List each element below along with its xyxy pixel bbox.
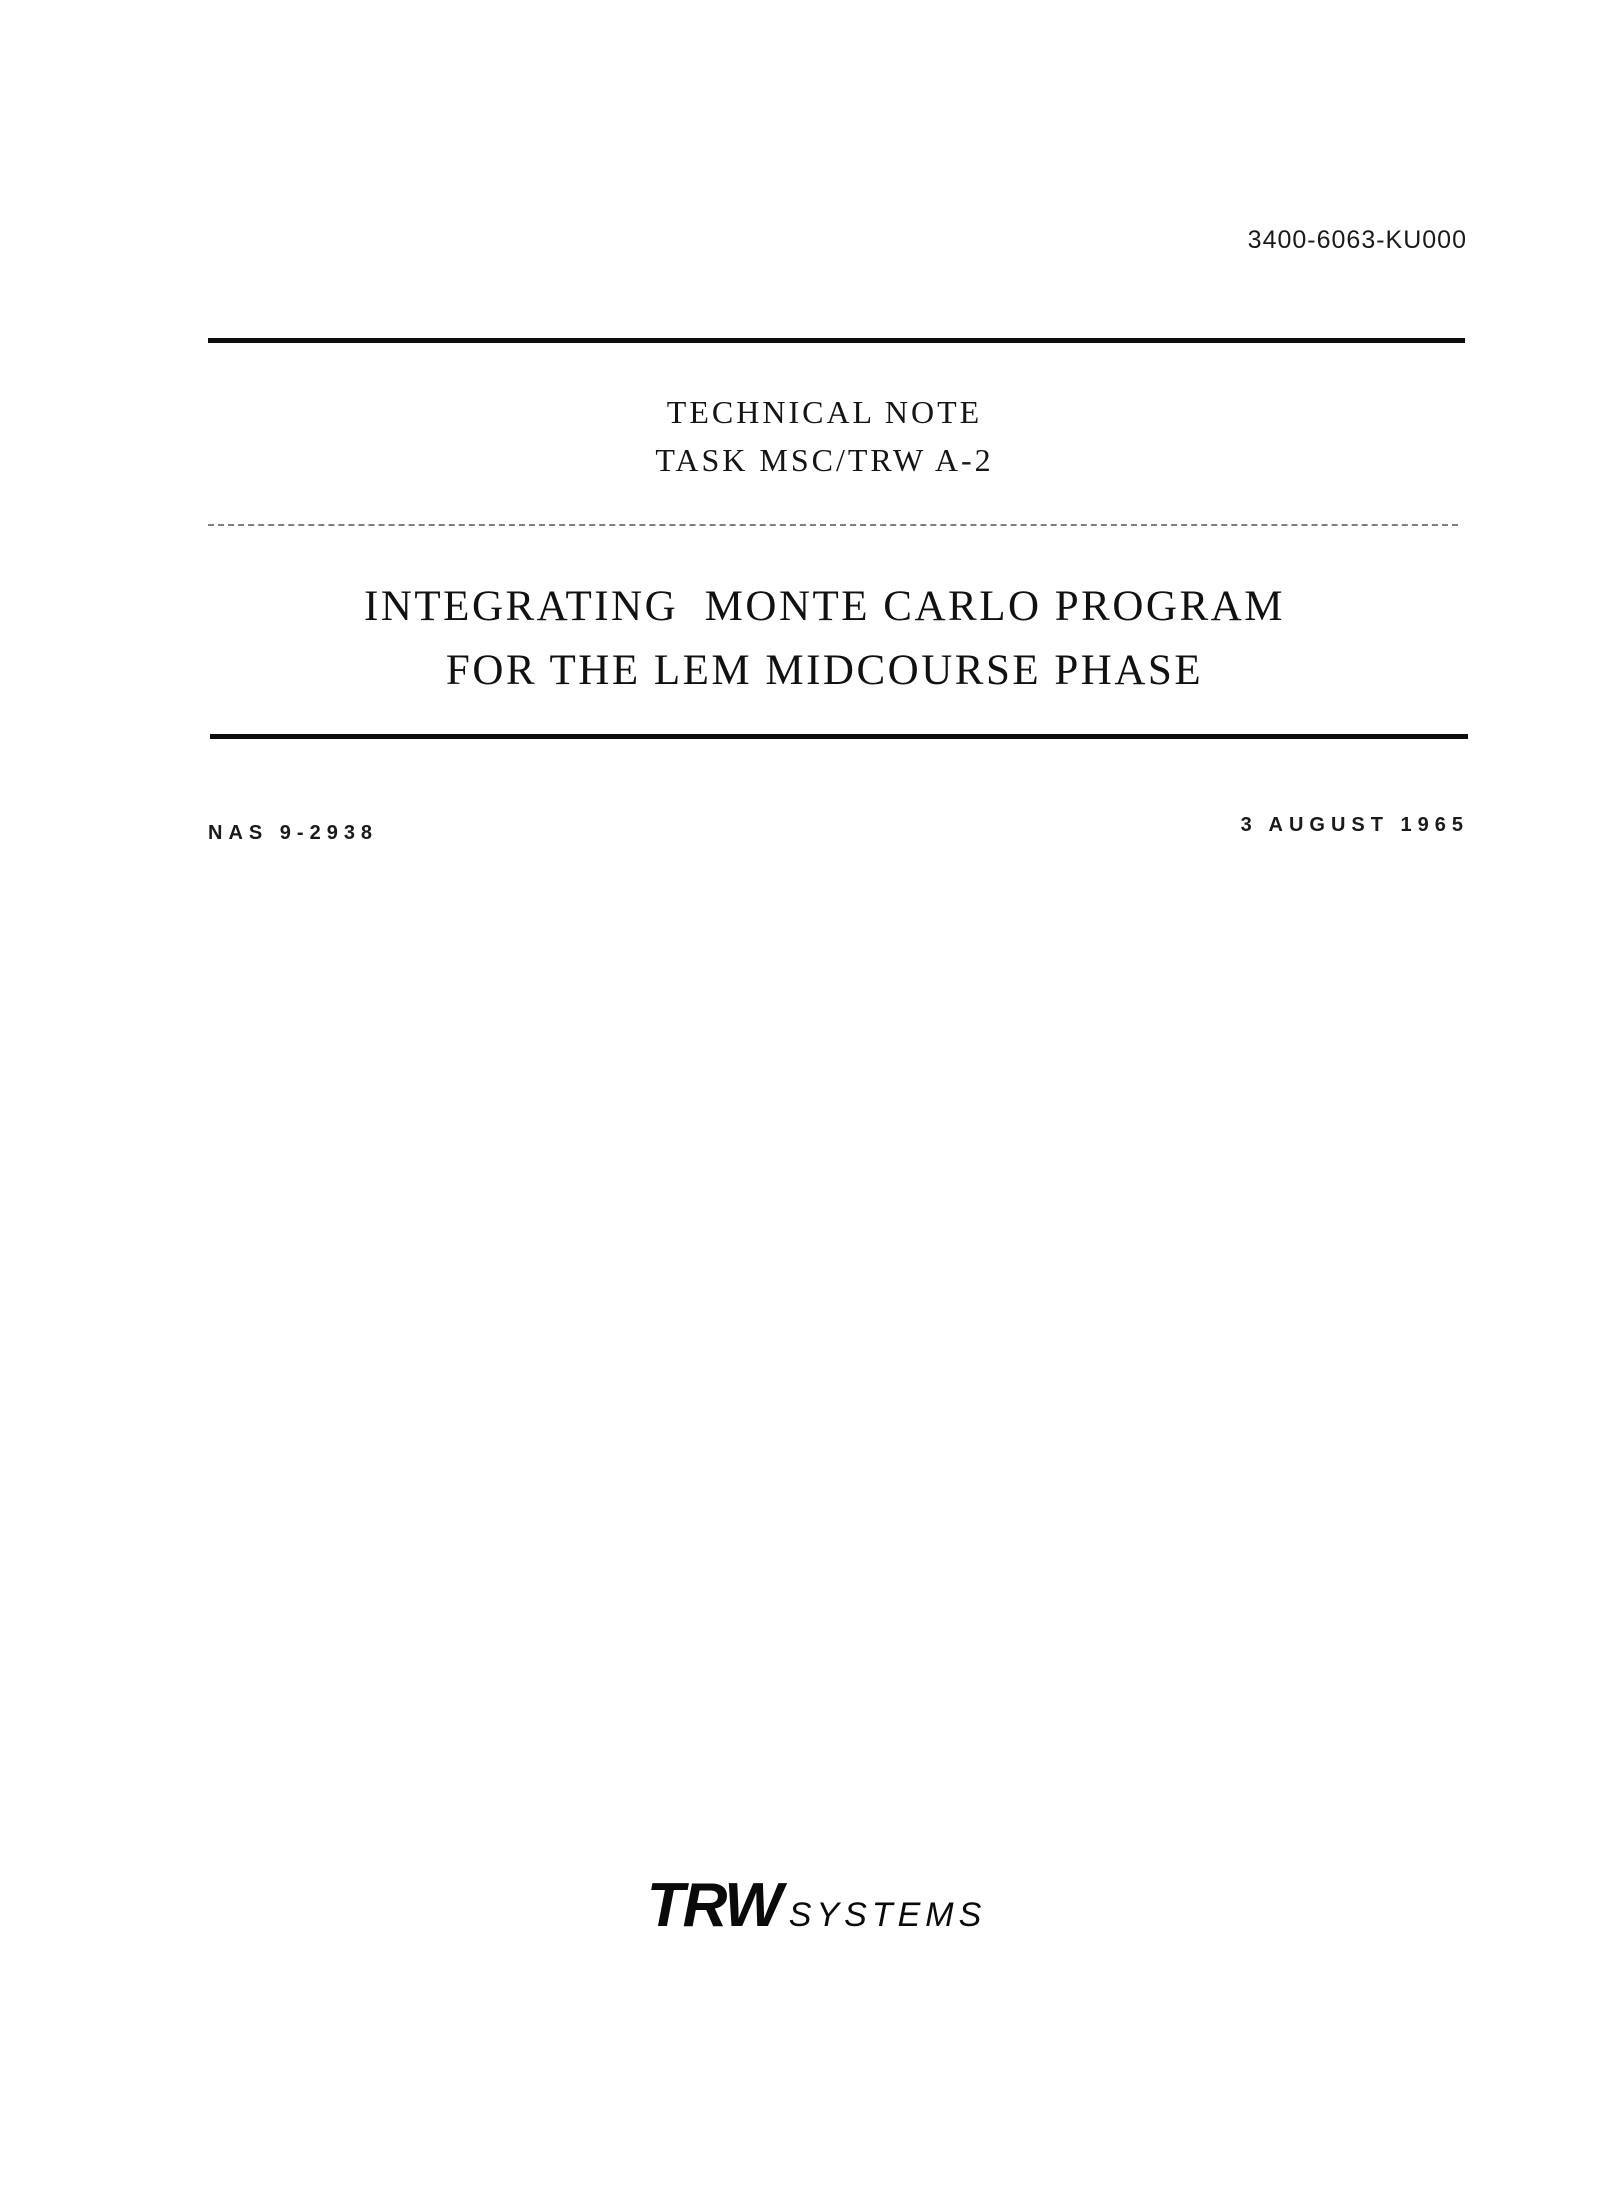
task-id: TASK MSC/TRW A-2 — [655, 442, 994, 478]
document-date: 3 AUGUST 1965 — [1240, 814, 1469, 836]
top-divider — [208, 338, 1465, 343]
document-number: 3400-6063-KU000 — [1247, 226, 1467, 254]
report-type: TECHNICAL NOTE — [666, 394, 983, 430]
title-line-1: INTEGRATING MONTE CARLO PROGRAM — [364, 583, 1285, 630]
logo-subtitle: SYSTEMS — [788, 1896, 987, 1934]
contract-number: NAS 9-2938 — [208, 822, 379, 844]
report-type-header — [0, 388, 1619, 484]
logo-mark: TRW — [646, 1871, 781, 1940]
title-line-2: FOR THE LEM MIDCOURSE PHASE — [445, 647, 1204, 694]
bottom-divider — [210, 734, 1468, 739]
document-title — [0, 575, 1619, 703]
header-divider — [208, 524, 1458, 526]
company-logo — [0, 1870, 1619, 1941]
